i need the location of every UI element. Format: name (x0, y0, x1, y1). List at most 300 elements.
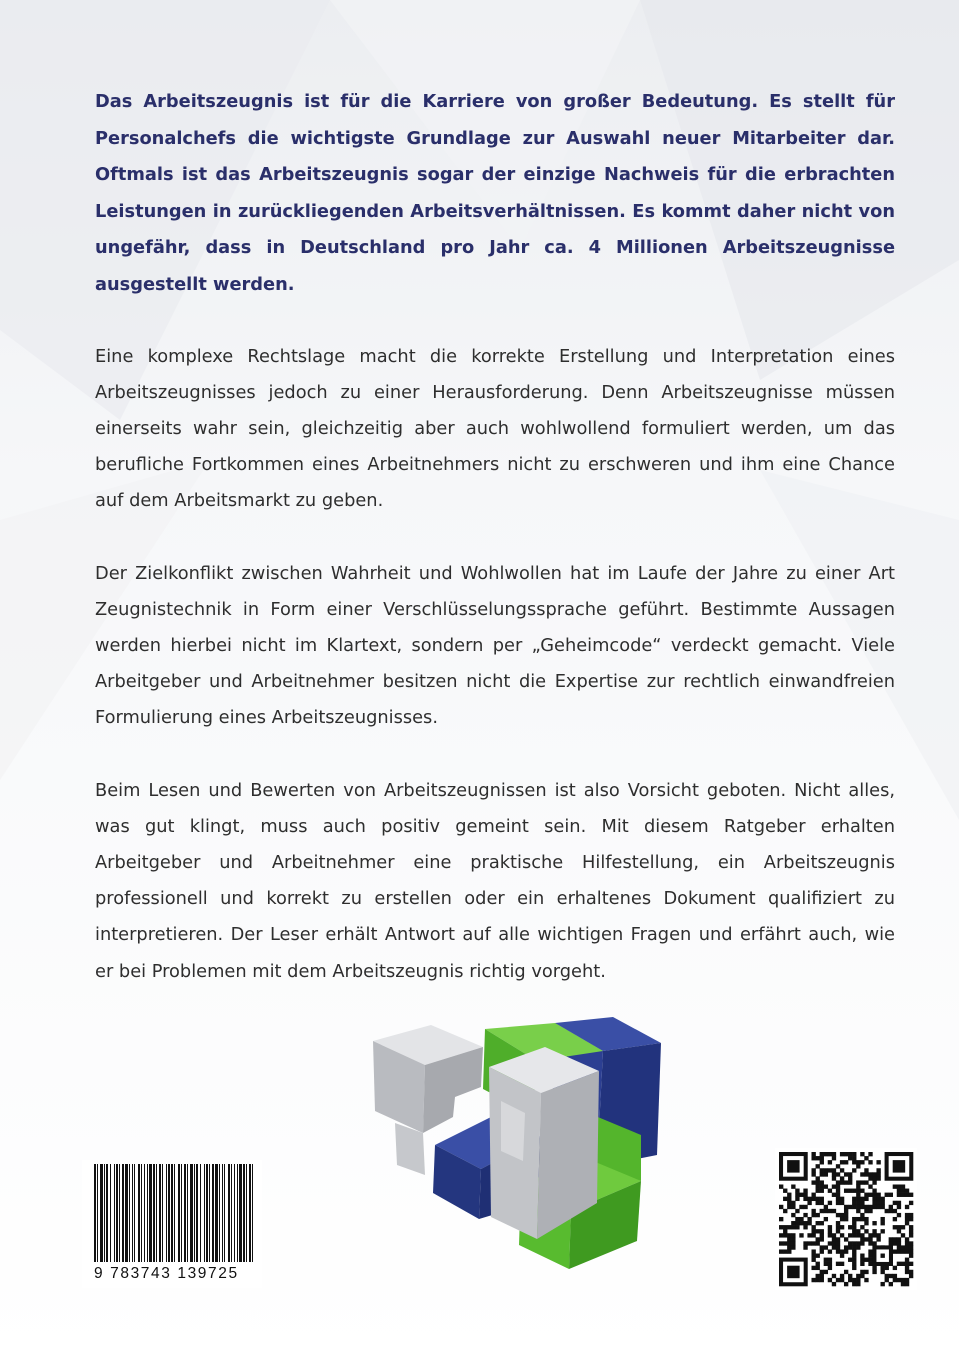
qr-module (856, 1274, 860, 1278)
qr-module (897, 1193, 901, 1197)
barcode-bar (149, 1164, 152, 1262)
qr-module (876, 1233, 880, 1237)
qr-module (811, 1168, 815, 1172)
qr-module (852, 1217, 856, 1221)
qr-module (856, 1245, 860, 1249)
qr-module (909, 1233, 913, 1237)
qr-module (820, 1221, 824, 1225)
qr-module (901, 1249, 905, 1253)
qr-module (901, 1245, 905, 1249)
qr-module (840, 1180, 844, 1184)
qr-module (868, 1241, 872, 1245)
qr-module (787, 1233, 791, 1237)
barcode-bar (147, 1164, 148, 1262)
qr-module (881, 1217, 885, 1221)
qr-module (824, 1209, 828, 1213)
back-cover-text (95, 84, 895, 990)
qr-module (803, 1205, 807, 1209)
qr-module (889, 1209, 893, 1213)
barcode-bar (243, 1164, 245, 1262)
qr-module (803, 1245, 807, 1249)
qr-module (844, 1152, 848, 1156)
qr-module (868, 1209, 872, 1213)
barcode-bar (97, 1164, 98, 1262)
qr-module (860, 1172, 864, 1176)
qr-module (840, 1278, 844, 1282)
qr-module (816, 1229, 820, 1233)
qr-module (860, 1213, 864, 1217)
qr-module (787, 1245, 791, 1249)
barcode-bar (122, 1164, 124, 1262)
qr-module (807, 1217, 811, 1221)
qr-module (836, 1172, 840, 1176)
qr-module (836, 1278, 840, 1282)
barcode-bar (190, 1164, 193, 1262)
qr-module (897, 1245, 901, 1249)
qr-module (868, 1258, 872, 1262)
qr-module (864, 1180, 868, 1184)
qr-module (901, 1193, 905, 1197)
qr-module (787, 1266, 799, 1278)
qr-module (893, 1160, 905, 1172)
qr-module (832, 1176, 836, 1180)
qr-module (795, 1209, 799, 1213)
qr-module (811, 1254, 815, 1258)
qr-module (852, 1241, 856, 1245)
barcode-bar (181, 1164, 182, 1262)
barcode-bar (204, 1164, 205, 1262)
qr-module (832, 1172, 836, 1176)
qr-module (872, 1189, 876, 1193)
qr-module (901, 1184, 905, 1188)
qr-module (840, 1213, 844, 1217)
qr-module (836, 1201, 840, 1205)
qr-module (864, 1209, 868, 1213)
qr-module (868, 1237, 872, 1241)
qr-module (897, 1237, 901, 1241)
qr-module (872, 1270, 876, 1274)
barcode-bar (206, 1164, 208, 1262)
barcode-bar (166, 1164, 167, 1262)
barcode-bar (134, 1164, 135, 1262)
qr-module (852, 1278, 856, 1282)
qr-module (783, 1189, 787, 1193)
qr-module (807, 1241, 811, 1245)
qr-module (832, 1282, 836, 1286)
qr-module (779, 1249, 783, 1253)
qr-module (905, 1205, 909, 1209)
qr-module (820, 1189, 824, 1193)
qr-module (820, 1233, 824, 1237)
qr-module (783, 1233, 787, 1237)
qr-module (852, 1249, 856, 1253)
qr-module (791, 1237, 795, 1241)
qr-module (885, 1274, 889, 1278)
qr-module (881, 1282, 885, 1286)
qr-module (840, 1262, 844, 1266)
barcode-bar (212, 1164, 214, 1262)
qr-module (893, 1249, 897, 1253)
qr-module (832, 1193, 836, 1197)
qr-module (832, 1245, 836, 1249)
qr-module (897, 1278, 901, 1282)
qr-module (852, 1225, 856, 1229)
barcode-bar (196, 1164, 198, 1262)
qr-module (820, 1168, 824, 1172)
qr-module (881, 1197, 885, 1201)
qr-module (848, 1205, 852, 1209)
qr-module (840, 1201, 844, 1205)
qr-module (905, 1241, 909, 1245)
qr-code-icon (775, 1148, 917, 1290)
qr-module (885, 1278, 889, 1282)
qr-module (909, 1241, 913, 1245)
qr-module (795, 1225, 799, 1229)
barcode-bar (144, 1164, 145, 1262)
qr-module (876, 1172, 880, 1176)
qr-module (893, 1201, 897, 1205)
barcode-bar (194, 1164, 195, 1262)
qr-module (897, 1229, 901, 1233)
qr-module (840, 1233, 844, 1237)
qr-module (881, 1254, 885, 1258)
qr-module (803, 1213, 807, 1217)
qr-module (836, 1225, 840, 1229)
barcode-bar (178, 1164, 180, 1262)
qr-module (824, 1217, 828, 1221)
qr-module (872, 1176, 876, 1180)
qr-module (876, 1237, 880, 1241)
qr-module (840, 1249, 844, 1253)
qr-module (836, 1184, 840, 1188)
qr-module (909, 1229, 913, 1233)
qr-module (791, 1205, 795, 1209)
qr-module (828, 1258, 832, 1262)
qr-module (836, 1180, 840, 1184)
body-paragraph-3: Beim Lesen und Bewerten von Arbeitszeugnissen ist also Vorsicht geboten. Nicht alles, was gut klingt, muss auch positiv gemeint sein. Mit diesem Ratgeber erhalten Arbeitgeber und Arbeitnehmer eine praktische Hilfestellung, ein Arbeitszeugnis professionell und korrekt zu erstellen oder ein erhaltenes Dokument qualifiziert zu interpretieren. Der Leser erhält Antwort auf alle wichtigen Fragen und erfährt auch, wie er bei Problemen mit dem Arbeitszeugnis richtig vorgeht. (95, 779, 895, 982)
qr-module (909, 1217, 913, 1221)
qr-module (832, 1184, 836, 1188)
qr-module (901, 1233, 905, 1237)
qr-module (868, 1205, 872, 1209)
qr-module (783, 1209, 787, 1213)
qr-module (844, 1160, 848, 1164)
qr-module (840, 1197, 844, 1201)
barcode-bar (162, 1164, 163, 1262)
qr-module (795, 1217, 799, 1221)
qr-module (816, 1274, 820, 1278)
qr-module (893, 1209, 897, 1213)
qr-module (881, 1221, 885, 1225)
qr-module (868, 1160, 872, 1164)
qr-module (909, 1270, 913, 1274)
qr-module (905, 1193, 909, 1197)
qr-module (905, 1258, 909, 1262)
barcode-bar (153, 1164, 155, 1262)
qr-module (811, 1180, 815, 1184)
qr-module (893, 1241, 897, 1245)
qr-module (852, 1152, 856, 1156)
qr-module (824, 1270, 828, 1274)
qr-module (860, 1201, 864, 1205)
qr-module (828, 1152, 832, 1156)
qr-module (872, 1221, 876, 1225)
qr-module (840, 1160, 844, 1164)
qr-module (787, 1201, 791, 1205)
qr-module (852, 1254, 856, 1258)
qr-module (820, 1270, 824, 1274)
qr-module (824, 1258, 828, 1262)
barcode-bar (224, 1164, 225, 1262)
qr-module (848, 1172, 852, 1176)
qr-module (868, 1172, 872, 1176)
qr-module (889, 1274, 893, 1278)
qr-module (811, 1249, 815, 1253)
qr-module (828, 1262, 832, 1266)
qr-module (820, 1160, 824, 1164)
isbn-barcode (82, 1160, 262, 1288)
qr-module (820, 1156, 824, 1160)
qr-module (852, 1197, 856, 1201)
qr-module (860, 1270, 864, 1274)
qr-module (824, 1205, 828, 1209)
qr-module (844, 1209, 848, 1213)
qr-module (856, 1282, 860, 1286)
qr-module (799, 1221, 803, 1225)
qr-module (893, 1184, 897, 1188)
qr-module (816, 1201, 820, 1205)
barcode-bar (125, 1164, 128, 1262)
qr-module (820, 1245, 824, 1249)
qr-module (840, 1274, 844, 1278)
barcode-bars (82, 1160, 262, 1264)
qr-module (901, 1282, 905, 1286)
qr-module (881, 1266, 885, 1270)
qr-module (864, 1172, 868, 1176)
qr-module (897, 1262, 901, 1266)
qr-module (868, 1262, 872, 1266)
qr-module (840, 1254, 844, 1258)
qr-module (844, 1189, 848, 1193)
qr-module (876, 1168, 880, 1172)
qr-module (848, 1156, 852, 1160)
qr-module (779, 1241, 783, 1245)
qr-module (872, 1197, 876, 1201)
qr-module (783, 1197, 787, 1201)
qr-module (905, 1213, 909, 1217)
qr-module (909, 1254, 913, 1258)
qr-module (893, 1266, 897, 1270)
barcode-bar (119, 1164, 120, 1262)
qr-module (860, 1274, 864, 1278)
qr-module (795, 1221, 799, 1225)
qr-module (876, 1197, 880, 1201)
qr-module (897, 1249, 901, 1253)
qr-module (893, 1274, 897, 1278)
qr-module (897, 1213, 901, 1217)
qr-module (828, 1201, 832, 1205)
barcode-bar (116, 1164, 118, 1262)
qr-module (860, 1160, 864, 1164)
qr-module (832, 1233, 836, 1237)
qr-module (816, 1254, 820, 1258)
qr-module (779, 1233, 783, 1237)
qr-module (844, 1249, 848, 1253)
qr-module (889, 1205, 893, 1209)
qr-module (897, 1205, 901, 1209)
qr-module (811, 1213, 815, 1217)
qr-module (909, 1249, 913, 1253)
qr-module (836, 1213, 840, 1217)
qr-module (868, 1152, 872, 1156)
barcode-bar (209, 1164, 210, 1262)
qr-module (844, 1213, 848, 1217)
qr-module (909, 1225, 913, 1229)
qr-module (811, 1233, 815, 1237)
qr-module (836, 1221, 840, 1225)
qr-module (844, 1237, 848, 1241)
qr-module (852, 1258, 856, 1262)
qr-module (897, 1241, 901, 1245)
qr-module (816, 1237, 820, 1241)
qr-module (856, 1217, 860, 1221)
qr-module (909, 1201, 913, 1205)
qr-module (856, 1160, 860, 1164)
qr-module (783, 1229, 787, 1233)
qr-module (909, 1193, 913, 1197)
qr-module (852, 1245, 856, 1249)
qr-module (889, 1237, 893, 1241)
qr-module (811, 1225, 815, 1229)
qr-module (856, 1233, 860, 1237)
barcode-bar (159, 1164, 161, 1262)
qr-module (852, 1201, 856, 1205)
qr-module (868, 1193, 872, 1197)
qr-module (836, 1262, 840, 1266)
qr-module (828, 1278, 832, 1282)
qr-module (844, 1217, 848, 1221)
qr-module (860, 1217, 864, 1221)
qr-module (824, 1152, 828, 1156)
barcode-bar (141, 1164, 142, 1262)
qr-module (828, 1266, 832, 1270)
qr-module (824, 1184, 828, 1188)
qr-module (836, 1189, 840, 1193)
qr-module (816, 1262, 820, 1266)
qr-module (864, 1278, 868, 1282)
qr-module (803, 1241, 807, 1245)
barcode-bar (100, 1164, 103, 1262)
qr-module (811, 1172, 815, 1176)
qr-module (881, 1229, 885, 1233)
qr-module (881, 1201, 885, 1205)
qr-module (799, 1233, 803, 1237)
qr-module (787, 1241, 791, 1245)
qr-module (901, 1225, 905, 1229)
qr-module (848, 1274, 852, 1278)
qr-module (905, 1221, 909, 1225)
qr-module (787, 1160, 799, 1172)
qr-module (860, 1254, 864, 1258)
qr-module (803, 1193, 807, 1197)
qr-module (889, 1241, 893, 1245)
qr-module (832, 1152, 836, 1156)
barcode-bar (129, 1164, 130, 1262)
qr-module (848, 1176, 852, 1180)
qr-module (876, 1193, 880, 1197)
qr-module (832, 1209, 836, 1213)
qr-module (836, 1237, 840, 1241)
qr-module (795, 1189, 799, 1193)
qr-module (816, 1184, 820, 1188)
qr-module (791, 1241, 795, 1245)
qr-module (791, 1225, 795, 1229)
qr-module (807, 1233, 811, 1237)
qr-module (820, 1184, 824, 1188)
qr-module (860, 1258, 864, 1262)
qr-module (787, 1237, 791, 1241)
qr-module (824, 1172, 828, 1176)
barcode-bar (106, 1164, 108, 1262)
qr-module (816, 1266, 820, 1270)
qr-module (901, 1278, 905, 1282)
qr-module (787, 1197, 791, 1201)
qr-module (779, 1217, 783, 1221)
qr-module (828, 1160, 832, 1164)
qr-module (864, 1193, 868, 1197)
qr-module (828, 1229, 832, 1233)
qr-module (832, 1241, 836, 1245)
qr-module (893, 1278, 897, 1282)
qr-module (836, 1229, 840, 1233)
barcode-bar (132, 1164, 133, 1262)
qr-module (832, 1237, 836, 1241)
qr-module (872, 1266, 876, 1270)
qr-module (787, 1225, 791, 1229)
barcode-bar (174, 1164, 175, 1262)
qr-module (852, 1168, 856, 1172)
qr-module (816, 1213, 820, 1217)
barcode-bar (252, 1164, 253, 1262)
qr-module (905, 1237, 909, 1241)
qr-module (836, 1249, 840, 1253)
qr-module (848, 1180, 852, 1184)
qr-module (828, 1209, 832, 1213)
qr-module (864, 1221, 868, 1225)
barcode-bar (104, 1164, 105, 1262)
qr-module (876, 1205, 880, 1209)
qr-module (885, 1266, 889, 1270)
qr-module (860, 1241, 864, 1245)
qr-module (828, 1249, 832, 1253)
qr-module (816, 1189, 820, 1193)
qr-module (791, 1233, 795, 1237)
qr-module (876, 1160, 880, 1164)
qr-module (836, 1193, 840, 1197)
qr-module (905, 1270, 909, 1274)
qr-module (856, 1184, 860, 1188)
barcode-bar (114, 1164, 115, 1262)
barcode-bar (171, 1164, 173, 1262)
qr-module (844, 1245, 848, 1249)
qr-module (852, 1233, 856, 1237)
qr-module (828, 1233, 832, 1237)
qr-module (816, 1241, 820, 1245)
qr-module (779, 1205, 783, 1209)
qr-module (832, 1274, 836, 1278)
qr-module (811, 1241, 815, 1245)
qr-module (840, 1168, 844, 1172)
